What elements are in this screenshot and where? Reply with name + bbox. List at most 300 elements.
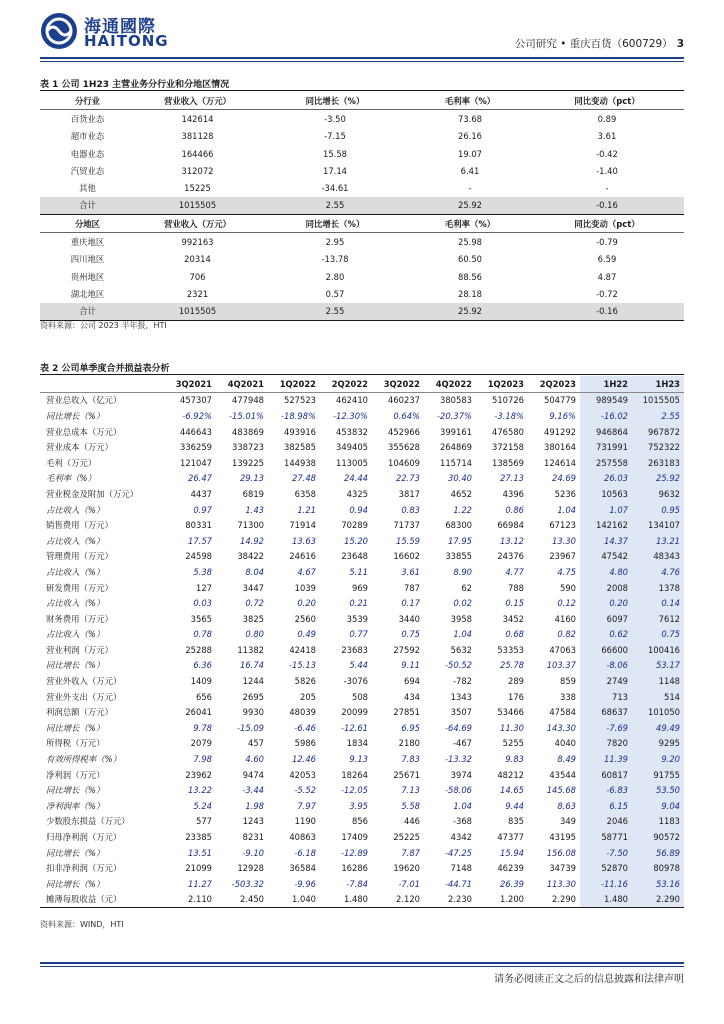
table-cell: 2695 — [242, 691, 264, 702]
table-row — [40, 471, 684, 487]
table-row — [40, 179, 684, 196]
table-cell: 0.57 — [325, 288, 345, 299]
table-row — [40, 798, 684, 814]
table-cell: 1.200 — [476, 892, 528, 908]
table-cell: 25.98 — [458, 237, 482, 248]
table-cell: 143.30 — [546, 722, 576, 733]
table-cell: 9.78 — [193, 722, 212, 733]
table2-source: 资料来源：WIND，HTI — [40, 920, 124, 929]
row-label: 研发费用（万元） — [46, 582, 113, 593]
table-cell: 3447 — [242, 582, 264, 593]
table-cell: 2079 — [190, 738, 212, 749]
table-cell: 835 — [508, 816, 524, 827]
table-cell: 15.94 — [500, 847, 524, 858]
table-cell: -782 — [452, 676, 472, 687]
row-label: 有效所得税率（%） — [46, 754, 121, 765]
table-cell: 重庆地区 — [70, 237, 105, 248]
table-cell: 43544 — [549, 769, 576, 780]
table-row — [40, 829, 684, 845]
table-cell: 1409 — [190, 676, 212, 687]
table-cell: 12928 — [237, 863, 264, 874]
table-cell: 0.72 — [245, 598, 264, 609]
table-cell: 27.13 — [500, 473, 524, 484]
table-cell: 17.57 — [188, 535, 212, 546]
table-cell: 103.37 — [546, 660, 576, 671]
table-cell: 5632 — [450, 644, 472, 655]
row-label: 营业总成本（万元） — [46, 426, 122, 437]
table-row — [40, 162, 684, 179]
table-cell: 992163 — [181, 237, 214, 248]
table-cell: -9.10 — [242, 847, 264, 858]
table-cell: 1834 — [346, 738, 368, 749]
row-label: 净利润（万元） — [46, 769, 105, 780]
table-cell: 47584 — [549, 707, 576, 718]
table-cell: 5255 — [502, 738, 524, 749]
footer-divider-thin — [40, 966, 684, 967]
table-cell: 23385 — [185, 832, 212, 843]
header-corner — [40, 376, 164, 392]
table-cell: 12.46 — [292, 754, 316, 765]
table-cell: 457 — [248, 738, 264, 749]
table-cell: 26.47 — [188, 473, 212, 484]
row-label: 净利润率（%） — [46, 800, 105, 811]
table-cell: 9.44 — [505, 800, 524, 811]
table-cell: 53466 — [497, 707, 524, 718]
table-row — [40, 268, 684, 285]
table-cell: 0.77 — [349, 629, 368, 640]
table-cell: 115714 — [440, 457, 472, 468]
table-row — [40, 285, 684, 302]
table-cell: 48212 — [497, 769, 524, 780]
table-cell: 9.20 — [632, 751, 684, 767]
table-cell: 52870 — [580, 860, 632, 876]
row-label: 所得税（万元） — [46, 738, 105, 749]
table-row — [40, 145, 684, 162]
table-cell: 4396 — [502, 488, 524, 499]
table-cell: 0.03 — [193, 598, 212, 609]
table-cell: 15225 — [184, 183, 211, 194]
table-cell: 4.87 — [597, 271, 617, 282]
table-cell: -6.83 — [580, 782, 632, 798]
table-cell: 24.44 — [344, 473, 368, 484]
table-cell: 493916 — [284, 426, 316, 437]
table-cell: 18264 — [341, 769, 368, 780]
table-cell: 73.68 — [458, 113, 482, 124]
table-cell: 694 — [404, 676, 420, 687]
table-cell: 90572 — [632, 829, 684, 845]
column-header: 同比增长（%） — [305, 218, 365, 229]
table-cell: 1.480 — [320, 892, 372, 908]
table-cell: 14.92 — [240, 535, 264, 546]
logo-english-text: HAITONG — [84, 32, 169, 50]
table-cell: 0.12 — [557, 598, 576, 609]
table-cell: 3507 — [450, 707, 472, 718]
table-cell: 124614 — [544, 457, 576, 468]
table-cell: 0.02 — [453, 598, 472, 609]
table-cell: -3.50 — [324, 113, 346, 124]
table-cell: 104609 — [388, 457, 420, 468]
table-cell: 457307 — [180, 395, 212, 406]
table-cell: 2.230 — [424, 892, 476, 908]
table-cell: -368 — [452, 816, 472, 827]
table-cell: -16.02 — [580, 408, 632, 424]
table-cell: 6.36 — [193, 660, 212, 671]
table-cell: -50.52 — [445, 660, 472, 671]
table-cell: 7.98 — [193, 754, 212, 765]
table-cell: 48039 — [289, 707, 316, 718]
table-cell: 3440 — [398, 613, 420, 624]
table-cell: 0.62 — [580, 627, 632, 643]
table-cell: 24376 — [497, 551, 524, 562]
table-cell: -3.18% — [494, 410, 524, 421]
table-cell: 263183 — [632, 455, 684, 471]
table-cell: 27592 — [393, 644, 420, 655]
table-cell: 5.58 — [401, 800, 420, 811]
table-cell: 4.80 — [580, 564, 632, 580]
table-cell: 9.11 — [401, 660, 420, 671]
table-cell: 80331 — [185, 520, 212, 531]
table-cell: 446643 — [180, 426, 212, 437]
table-cell: 47377 — [497, 832, 524, 843]
table-cell: -64.69 — [445, 722, 472, 733]
table-cell: 40863 — [289, 832, 316, 843]
table-cell: 5236 — [554, 488, 576, 499]
table-cell: 15.20 — [344, 535, 368, 546]
table-cell: 70289 — [341, 520, 368, 531]
row-label: 财务费用（万元） — [46, 613, 113, 624]
table1-top-rule — [40, 90, 684, 91]
table-cell: 205 — [300, 691, 316, 702]
table-cell: 53353 — [497, 644, 524, 655]
table-cell: 46239 — [497, 863, 524, 874]
table-cell: 15.59 — [396, 535, 420, 546]
table-row — [40, 814, 684, 830]
table-cell: 24616 — [289, 551, 316, 562]
table-cell: 4437 — [190, 488, 212, 499]
table-cell: 0.20 — [297, 598, 316, 609]
table-cell: -18.98% — [281, 410, 316, 421]
table1-source: 资料来源：公司 2023 半年报，HTI — [40, 321, 167, 330]
table-cell: 2.120 — [372, 892, 424, 908]
table-cell: - — [605, 183, 609, 194]
table-cell: -15.13 — [289, 660, 316, 671]
row-label: 营业税金及附加（万元） — [46, 488, 139, 499]
table-cell: 66600 — [580, 642, 632, 658]
table-cell: 16602 — [393, 551, 420, 562]
table-cell: 超市业态 — [70, 131, 105, 142]
table-cell: 7820 — [580, 736, 632, 752]
period-header-row — [40, 376, 684, 392]
table-cell: 2321 — [186, 288, 209, 299]
table-cell: 1015505 — [135, 303, 260, 321]
row-label: 同比增长（%） — [46, 847, 105, 858]
table-cell: 4342 — [450, 832, 472, 843]
table-cell: 462410 — [336, 395, 368, 406]
table-cell: 0.21 — [349, 598, 368, 609]
table-cell: 380583 — [440, 395, 472, 406]
table-cell: 5986 — [294, 738, 316, 749]
table-cell: 0.86 — [505, 504, 524, 515]
table-cell: 264869 — [440, 442, 472, 453]
table-row — [40, 439, 684, 455]
table-cell: -15.01% — [229, 410, 264, 421]
table-cell: 453832 — [336, 426, 368, 437]
table-cell: 17.14 — [323, 165, 347, 176]
haitong-logo — [40, 10, 169, 50]
region-header-row — [40, 215, 684, 233]
table-cell: 38422 — [237, 551, 264, 562]
table-cell: 13.30 — [552, 535, 576, 546]
table-cell: 372158 — [492, 442, 524, 453]
table-row — [40, 424, 684, 440]
table-cell: 汽贸业态 — [70, 165, 105, 176]
table-cell: 510726 — [492, 395, 524, 406]
table-cell: 23648 — [341, 551, 368, 562]
table-cell: 9295 — [632, 736, 684, 752]
table-cell: 1.21 — [297, 504, 316, 515]
table-cell: 25.92 — [632, 471, 684, 487]
table-cell: 0.68 — [505, 629, 524, 640]
row-label: 少数股东损益（万元） — [46, 816, 130, 827]
table-cell: 80978 — [632, 860, 684, 876]
table-row — [40, 845, 684, 861]
table-cell: 71737 — [393, 520, 420, 531]
table-cell: 0.97 — [193, 504, 212, 515]
table-cell: 1015505 — [632, 392, 684, 408]
table-cell: 25.78 — [500, 660, 524, 671]
table-cell: 0.89 — [597, 113, 617, 124]
period-header: 4Q2021 — [216, 376, 268, 392]
table-cell: 134107 — [632, 517, 684, 533]
column-header: 毛利率（%） — [444, 95, 496, 106]
table-cell: 60.50 — [458, 254, 482, 265]
period-header: 2Q2023 — [528, 376, 580, 392]
period-header: 3Q2021 — [164, 376, 216, 392]
table-cell: 0.94 — [349, 504, 368, 515]
table-cell: 706 — [189, 271, 206, 282]
table-cell: 1015505 — [135, 197, 260, 215]
table-cell: 399161 — [440, 426, 472, 437]
table-cell: 25225 — [393, 832, 420, 843]
period-header: 1H23 — [632, 376, 684, 392]
table-cell: 656 — [196, 691, 212, 702]
table-cell: 3565 — [190, 613, 212, 624]
table-row — [40, 580, 684, 596]
table-cell: 49.49 — [632, 720, 684, 736]
table-cell: 787 — [404, 582, 420, 593]
table-cell: 4.60 — [245, 754, 264, 765]
period-header: 3Q2022 — [372, 376, 424, 392]
table-cell: 113005 — [336, 457, 368, 468]
table-row — [40, 392, 684, 408]
table-cell: -1.40 — [596, 165, 618, 176]
table-row — [40, 408, 684, 424]
haitong-logo-icon — [40, 12, 78, 50]
table-cell: 58771 — [580, 829, 632, 845]
table-row — [40, 533, 684, 549]
table2-top-rule — [40, 374, 684, 375]
table-cell: -9.96 — [294, 878, 316, 889]
table-row — [40, 233, 684, 251]
table-cell: 138569 — [492, 457, 524, 468]
table-cell: 53.16 — [632, 876, 684, 892]
row-label: 同比增长（%） — [46, 878, 105, 889]
row-label: 同比增长（%） — [46, 785, 105, 796]
row-label: 营业利润（万元） — [46, 644, 113, 655]
table-cell: 336259 — [180, 442, 212, 453]
table-cell: -6.46 — [294, 722, 316, 733]
table-cell: -12.30% — [333, 410, 368, 421]
table-cell: 11.30 — [500, 722, 524, 733]
table-cell: 6358 — [294, 488, 316, 499]
table-cell: 42418 — [289, 644, 316, 655]
income-statement-table — [40, 376, 684, 908]
table-cell: 23962 — [185, 769, 212, 780]
table-row — [40, 704, 684, 720]
table-cell: 6.15 — [580, 798, 632, 814]
table-cell: 47542 — [580, 549, 632, 565]
table-cell: -15.09 — [237, 722, 264, 733]
row-label: 同比增长（%） — [46, 722, 105, 733]
table-cell: 1039 — [294, 582, 316, 593]
table-cell: 2.80 — [325, 271, 345, 282]
table-row — [40, 128, 684, 145]
table-cell: 8.04 — [245, 566, 264, 577]
table2-title: 表 2 公司单季度合并损益表分析 — [40, 364, 170, 374]
table-cell: -20.37% — [437, 410, 472, 421]
table-cell: 4160 — [554, 613, 576, 624]
row-label: 毛利（万元） — [46, 457, 97, 468]
table-cell: 17.95 — [448, 535, 472, 546]
table-cell: 0.95 — [632, 502, 684, 518]
footer-divider — [40, 962, 684, 964]
column-header: 毛利率（%） — [444, 218, 496, 229]
table-cell: 电器业态 — [70, 148, 105, 159]
table-cell: 16.74 — [240, 660, 264, 671]
industry-total-row — [40, 197, 684, 215]
table-cell: 25.92 — [410, 303, 530, 321]
header-divider — [40, 57, 684, 59]
row-label: 占比收入（%） — [46, 504, 105, 515]
table-cell: 514 — [632, 689, 684, 705]
report-title: 公司研究 • 重庆百货（600729） — [514, 38, 673, 50]
table-cell: 483869 — [232, 426, 264, 437]
table-cell: 14.65 — [500, 785, 524, 796]
table-cell: 62 — [461, 582, 472, 593]
table-cell: 338723 — [232, 442, 264, 453]
table-cell: 21099 — [185, 863, 212, 874]
table-row — [40, 673, 684, 689]
table-cell: - — [468, 183, 472, 194]
table-cell: 23683 — [341, 644, 368, 655]
table-cell: 3817 — [398, 488, 420, 499]
report-header — [515, 36, 684, 51]
table-cell: 0.75 — [632, 627, 684, 643]
table-cell: -47.25 — [445, 847, 472, 858]
table-cell: 3452 — [502, 613, 524, 624]
row-label: 营业外支出（万元） — [46, 691, 122, 702]
table-cell: -503.32 — [231, 878, 264, 889]
row-label: 销售费用（万元） — [46, 520, 113, 531]
table-row — [40, 658, 684, 674]
period-header: 2Q2022 — [320, 376, 372, 392]
table-cell: 20314 — [184, 254, 211, 265]
table-cell: 590 — [560, 582, 576, 593]
table-cell: 452966 — [388, 426, 420, 437]
table-cell: 5.24 — [193, 800, 212, 811]
row-label: 同比增长（%） — [46, 410, 105, 421]
table-cell: 969 — [352, 582, 368, 593]
table-cell: 13.63 — [292, 535, 316, 546]
table-cell: 四川地区 — [70, 254, 105, 265]
table-cell: -13.32 — [445, 754, 472, 765]
table-cell: 3958 — [450, 613, 472, 624]
table-cell: 3825 — [242, 613, 264, 624]
table-cell: 71914 — [289, 520, 316, 531]
table-cell: -7.84 — [346, 878, 368, 889]
table-cell: 382585 — [284, 442, 316, 453]
table-cell: 355628 — [388, 442, 420, 453]
table-cell: 30.40 — [448, 473, 472, 484]
table-cell: 47063 — [549, 644, 576, 655]
table-cell: -6.92% — [182, 410, 212, 421]
table-cell: 湖北地区 — [70, 288, 105, 299]
table-row — [40, 736, 684, 752]
table-cell: 25288 — [185, 644, 212, 655]
table-cell: 4.77 — [505, 566, 524, 577]
table-cell: 26.39 — [500, 878, 524, 889]
table-row — [40, 251, 684, 268]
table-row — [40, 627, 684, 643]
table-cell: 2.450 — [216, 892, 268, 908]
disclaimer-text: 请务必阅读正文之后的信息披露和法律声明 — [494, 974, 684, 985]
table-cell: 127 — [196, 582, 212, 593]
table-cell: 0.20 — [580, 595, 632, 611]
table-cell: 22.73 — [396, 473, 420, 484]
table-cell: 3974 — [450, 769, 472, 780]
period-header: 4Q2022 — [424, 376, 476, 392]
table-cell: -12.89 — [341, 847, 368, 858]
table-cell: 577 — [196, 816, 212, 827]
table-cell: 312072 — [181, 165, 214, 176]
table-cell: 26041 — [185, 707, 212, 718]
table-cell: 0.80 — [245, 629, 264, 640]
table-cell: 1.43 — [245, 504, 264, 515]
table-cell: 144938 — [284, 457, 316, 468]
table-cell: 25671 — [393, 769, 420, 780]
table-cell: 7612 — [632, 611, 684, 627]
table-cell: 百货业态 — [70, 113, 105, 124]
table-cell: 1.04 — [557, 504, 576, 515]
industry-header-row — [40, 92, 684, 110]
table-cell: -0.79 — [596, 237, 618, 248]
table-cell: 66984 — [497, 520, 524, 531]
table-cell: 946864 — [580, 424, 632, 440]
table-cell: -12.05 — [341, 785, 368, 796]
table-cell: 67123 — [549, 520, 576, 531]
table-cell: 14.37 — [580, 533, 632, 549]
table-cell: 0.82 — [557, 629, 576, 640]
table-cell: 5826 — [294, 676, 316, 687]
table-cell: 13.12 — [500, 535, 524, 546]
table-cell: -467 — [452, 738, 472, 749]
table-cell: 7.83 — [401, 754, 420, 765]
row-label: 同比增长（%） — [46, 660, 105, 671]
table-cell: 4040 — [554, 738, 576, 749]
table-cell: 289 — [508, 676, 524, 687]
table-cell: 48343 — [632, 549, 684, 565]
table-cell: -3076 — [343, 676, 368, 687]
